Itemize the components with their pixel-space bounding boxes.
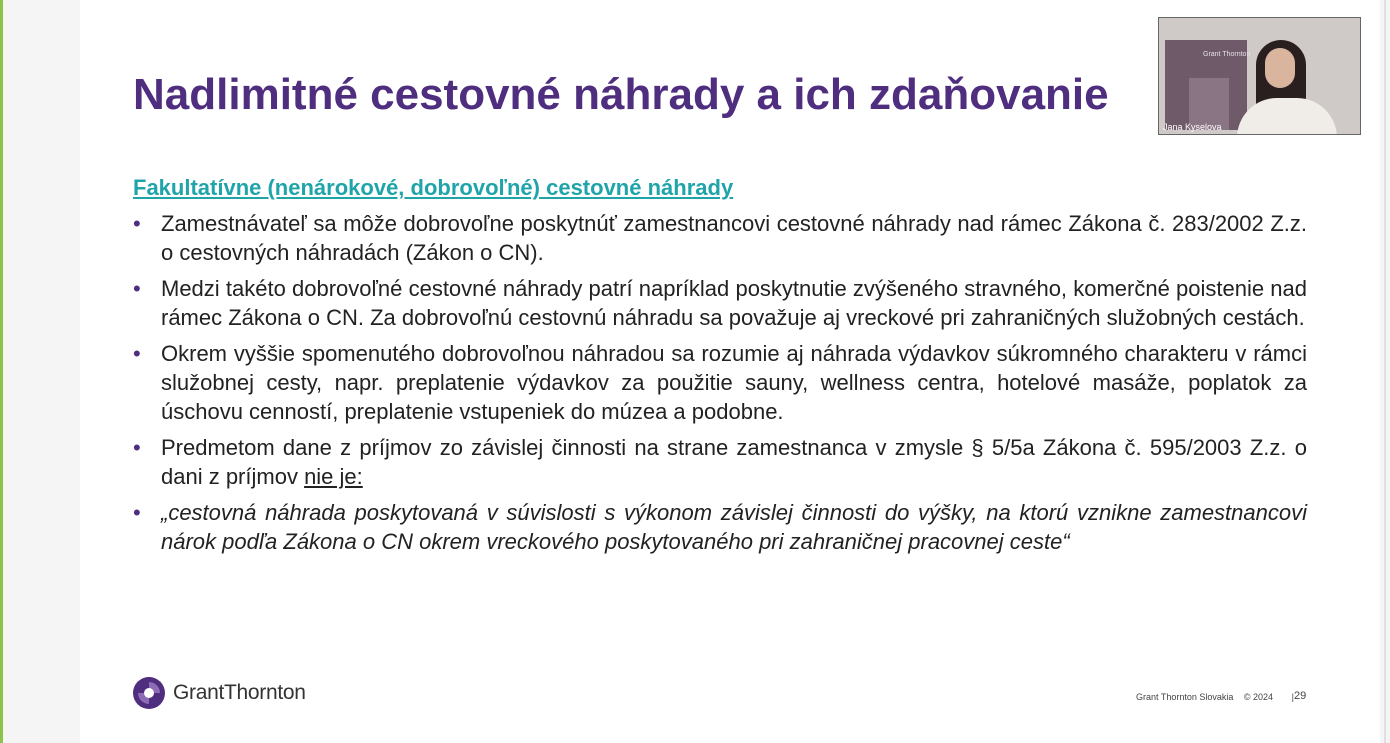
video-poster-label: Grant Thornton bbox=[1203, 51, 1251, 58]
bullet-item bbox=[133, 209, 1307, 267]
bullet-dot: • bbox=[133, 341, 141, 366]
slide-footer bbox=[1136, 690, 1307, 702]
participant-video-tile[interactable] bbox=[1158, 17, 1361, 135]
participant-name-label: Jana Kyselova bbox=[1163, 122, 1222, 132]
bullet-list bbox=[133, 209, 1307, 563]
participant-body bbox=[1237, 98, 1337, 135]
bullet-text-container bbox=[161, 433, 1307, 491]
footer-copyright: © 2024 bbox=[1243, 692, 1274, 702]
bullet-text: Predmetom dane z príjmov zo závislej činnosti na strane zamestnanca v zmysle § 5/5a Zákona č. 595/2003 Z.z. o dani z príjmov bbox=[161, 435, 1307, 489]
bullet-item bbox=[133, 274, 1307, 332]
bullet-dot: • bbox=[133, 276, 141, 301]
window-left-edge bbox=[0, 0, 3, 743]
bullet-underlined-text: nie je: bbox=[304, 464, 363, 489]
window-right-edge bbox=[1384, 0, 1386, 743]
grant-thornton-logo bbox=[133, 677, 306, 709]
bullet-item bbox=[133, 433, 1307, 491]
bullet-dot: • bbox=[133, 211, 141, 236]
bullet-item bbox=[133, 339, 1307, 426]
footer-separator: | bbox=[1291, 692, 1294, 702]
bullet-dot: • bbox=[133, 500, 141, 525]
footer-company: Grant Thornton Slovakia bbox=[1136, 692, 1234, 702]
slide-subtitle: Fakultatívne (nenárokové, dobrovoľné) cestovné náhrady bbox=[133, 175, 734, 200]
bullet-text: Medzi takéto dobrovoľné cestovné náhrady patrí napríklad poskytnutie zvýšeného stravného, komerčné poistenie nad rámec Zákona o CN. Za dobrovoľnú cestovnú náhradu sa považuje aj vreckové pri zahraničných služobných cestách. bbox=[161, 276, 1307, 330]
participant-face bbox=[1265, 48, 1295, 88]
grant-thornton-logo-icon bbox=[133, 677, 165, 709]
logo-text: GrantThornton bbox=[173, 681, 306, 704]
page-number: 29 bbox=[1294, 690, 1307, 702]
bullet-item-quote bbox=[133, 498, 1307, 556]
bullet-dot: • bbox=[133, 435, 141, 460]
bullet-text: Zamestnávateľ sa môže dobrovoľne poskytnúť zamestnancovi cestovné náhrady nad rámec Zákona č. 283/2002 Z.z. o cestovných náhradách (Zákon o CN). bbox=[161, 211, 1307, 265]
bullet-text: „cestovná náhrada poskytovaná v súvislosti s výkonom závislej činnosti do výšky, na ktorú vznikne zamestnancovi nárok podľa Zákona o CN okrem vreckového poskytovaného pri zahraničnej pracovnej ceste“ bbox=[161, 500, 1307, 554]
slide-title: Nadlimitné cestovné náhrady a ich zdaňovanie bbox=[133, 70, 1109, 119]
bullet-text: Okrem vyššie spomenutého dobrovoľnou náhradou sa rozumie aj náhrada výdavkov súkromného charakteru v rámci služobnej cesty, napr. preplatenie výdavkov za použitie sauny, wellness centra, hotelové masáže, poplatok za úschovu cenností, preplatenie vstupeniek do múzea a podobne. bbox=[161, 341, 1307, 424]
